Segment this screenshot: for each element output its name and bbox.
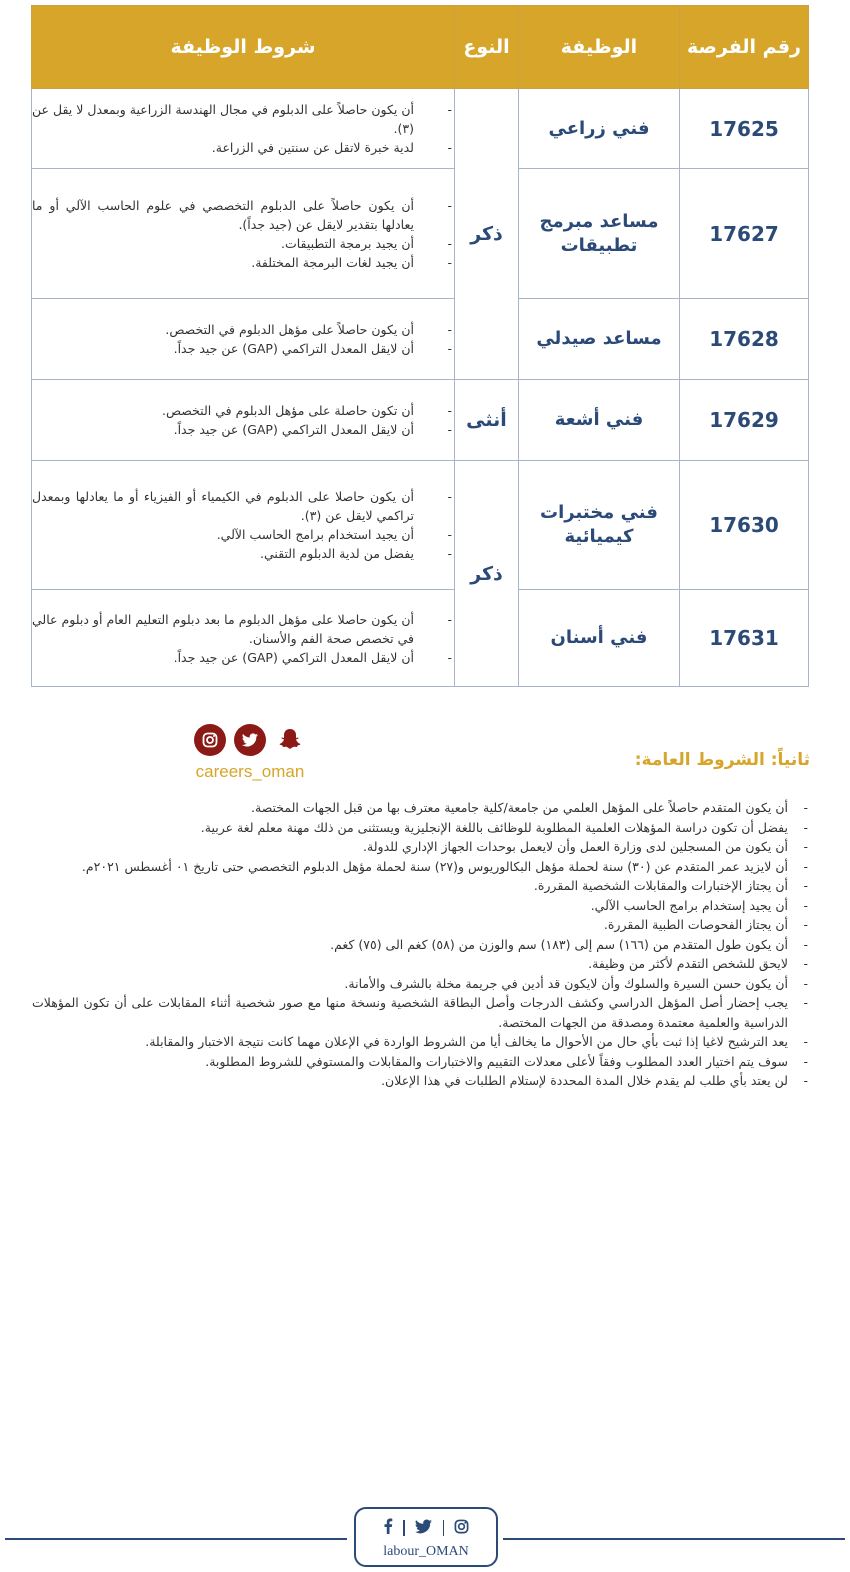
condition-item: - أن يكون حاصلاً على الدبلوم التخصصي في علوم الحاسب الآلي أو ما يعادلها بتقدير لايقل عن (جيد جداً). bbox=[32, 196, 454, 234]
snapchat-icon[interactable] bbox=[274, 724, 306, 756]
instagram-icon[interactable] bbox=[194, 724, 226, 756]
list-item: - أن يجتاز الإختبارات والمقابلات الشخصية المقررة. bbox=[32, 876, 812, 896]
list-item: - أن يكون المتقدم حاصلاً على المؤهل العلمي من جامعة/كلية جامعية معترف بها من قبل الجهات المختصة. bbox=[32, 798, 812, 818]
condition-item: - أن يكون حاصلاً على مؤهل الدبلوم في التخصص. bbox=[32, 320, 454, 339]
footer-social-box bbox=[354, 1507, 498, 1567]
general-conditions-title: ثانياً: الشروط العامة: bbox=[634, 750, 810, 770]
opportunity-number: 17625 bbox=[680, 89, 809, 169]
list-item: - يفضل أن تكون دراسة المؤهلات العلمية المطلوبة للوظائف باللغة الإنجليزية ويستثنى من ذلك مهنة معلم لغة عربية. bbox=[32, 818, 812, 838]
conditions-cell bbox=[32, 380, 455, 461]
conditions-cell bbox=[32, 299, 455, 380]
table-header-row bbox=[32, 6, 809, 89]
table-row bbox=[32, 461, 809, 590]
condition-item: - لدية خبرة لاتقل عن سنتين في الزراعة. bbox=[32, 138, 454, 157]
instagram-icon[interactable] bbox=[454, 1519, 469, 1538]
footer-rule-left bbox=[5, 1538, 347, 1540]
condition-item: - أن تكون حاصلة على مؤهل الدبلوم في التخصص. bbox=[32, 401, 454, 420]
opportunity-number: 17630 bbox=[680, 461, 809, 590]
opportunity-number: 17628 bbox=[680, 299, 809, 380]
condition-item: - أن يجيد استخدام برامج الحاسب الآلي. bbox=[32, 525, 454, 544]
list-item: - أن يكون من المسجلين لدى وزارة العمل وأن لايعمل بوحدات الجهاز الإداري للدولة. bbox=[32, 837, 812, 857]
list-item: - أن يجتاز الفحوصات الطبية المقررة. bbox=[32, 915, 812, 935]
job-title: فني أشعة bbox=[519, 380, 680, 461]
condition-item: - أن يجيد لغات البرمجة المختلفة. bbox=[32, 253, 454, 272]
opportunity-number: 17627 bbox=[680, 169, 809, 299]
condition-item: - أن يكون حاصلا على الدبلوم في الكيمياء أو الفيزياء أو ما يعادلها وبمعدل تراكمي لايقل عن (٣). bbox=[32, 487, 454, 525]
opportunity-number: 17629 bbox=[680, 380, 809, 461]
condition-item: - أن لايقل المعدل التراكمي (GAP) عن جيد جداً. bbox=[32, 648, 454, 667]
twitter-icon[interactable] bbox=[234, 724, 266, 756]
table-row bbox=[32, 380, 809, 461]
footer-rule-right bbox=[503, 1538, 845, 1540]
conditions-cell bbox=[32, 89, 455, 169]
labour-handle[interactable]: labour_OMAN bbox=[383, 1544, 469, 1559]
list-item: - أن يكون طول المتقدم من (١٦٦) سم إلى (١٨٣) سم والوزن من (٥٨) كغم الى (٧٥) كغم. bbox=[32, 935, 812, 955]
careers-handle[interactable]: careers_oman bbox=[195, 762, 305, 781]
condition-item: - أن لايقل المعدل التراكمي (GAP) عن جيد جداً. bbox=[32, 420, 454, 439]
list-item: - يجب إحضار أصل المؤهل الدراسي وكشف الدرجات وأصل البطاقة الشخصية ونسخة منها مع صور شخصية أثناء المقابلات على أن تكون المؤهلات الدراسية والعلمية معتمدة ومصدقة من الجهات المختصة. bbox=[32, 993, 812, 1032]
job-title: مساعد مبرمج تطبيقات bbox=[519, 169, 680, 299]
careers-social-block bbox=[160, 724, 340, 782]
gender-cell: ذكر bbox=[455, 89, 519, 380]
job-title: مساعد صيدلي bbox=[519, 299, 680, 380]
table-row bbox=[32, 590, 809, 687]
condition-item: - أن لايقل المعدل التراكمي (GAP) عن جيد جداً. bbox=[32, 339, 454, 358]
separator bbox=[443, 1520, 445, 1536]
footer-icons bbox=[356, 1518, 496, 1538]
social-icons bbox=[160, 724, 340, 756]
job-title: فني زراعي bbox=[519, 89, 680, 169]
gender-cell: ذكر bbox=[455, 461, 519, 687]
list-item: - أن يكون حسن السيرة والسلوك وأن لايكون قد أدين في جريمة مخلة بالشرف والأمانة. bbox=[32, 974, 812, 994]
header-conditions: شروط الوظيفة bbox=[32, 6, 455, 89]
separator bbox=[403, 1520, 405, 1536]
condition-item: - أن يجيد برمجة التطبيقات. bbox=[32, 234, 454, 253]
header-job: الوظيفة bbox=[519, 6, 680, 89]
conditions-cell bbox=[32, 169, 455, 299]
header-opportunity-number: رقم الفرصة bbox=[680, 6, 809, 89]
condition-item: - أن يكون حاصلاً على الدبلوم في مجال الهندسة الزراعية وبمعدل لا يقل عن (٣). bbox=[32, 100, 454, 138]
general-conditions-list bbox=[32, 798, 812, 1091]
job-title: فني أسنان bbox=[519, 590, 680, 687]
job-title: فني مختبرات كيميائية bbox=[519, 461, 680, 590]
facebook-icon[interactable] bbox=[383, 1518, 393, 1538]
list-item: - يعد الترشيح لاغيا إذا ثبت بأي حال من الأحوال ما يخالف أيا من الشروط الواردة في الإعلان مهما كانت نتيجة الاختبار والمقابلة. bbox=[32, 1032, 812, 1052]
condition-item: - يفضل من لدية الدبلوم التقني. bbox=[32, 544, 454, 563]
table-row bbox=[32, 299, 809, 380]
list-item: - سوف يتم اختيار العدد المطلوب وفقاً لأعلى معدلات التقييم والاختبارات والمقابلات والمستوفي للشروط المطلوبة. bbox=[32, 1052, 812, 1072]
list-item: - أن يجيد إستخدام برامج الحاسب الآلي. bbox=[32, 896, 812, 916]
conditions-cell bbox=[32, 461, 455, 590]
conditions-cell bbox=[32, 590, 455, 687]
list-item: - لن يعتد بأي طلب لم يقدم خلال المدة المحددة لإستلام الطلبات في هذا الإعلان. bbox=[32, 1071, 812, 1091]
jobs-table bbox=[31, 5, 809, 687]
twitter-icon[interactable] bbox=[415, 1519, 433, 1538]
opportunity-number: 17631 bbox=[680, 590, 809, 687]
list-item: - لايحق للشخص التقدم لأكثر من وظيفة. bbox=[32, 954, 812, 974]
condition-item: - أن يكون حاصلا على مؤهل الدبلوم ما بعد دبلوم التعليم العام أو دبلوم عالي في تخصص صحة الفم والأسنان. bbox=[32, 610, 454, 648]
table-row bbox=[32, 169, 809, 299]
list-item: - أن لايزيد عمر المتقدم عن (٣٠) سنة لحملة مؤهل البكالوريوس و(٢٧) سنة لحملة مؤهل الدبلوم التخصصي حتى تاريخ ٠١ أغسطس ٢٠٢١م. bbox=[32, 857, 812, 877]
table-row bbox=[32, 89, 809, 169]
header-type: النوع bbox=[455, 6, 519, 89]
gender-cell: أنثى bbox=[455, 380, 519, 461]
